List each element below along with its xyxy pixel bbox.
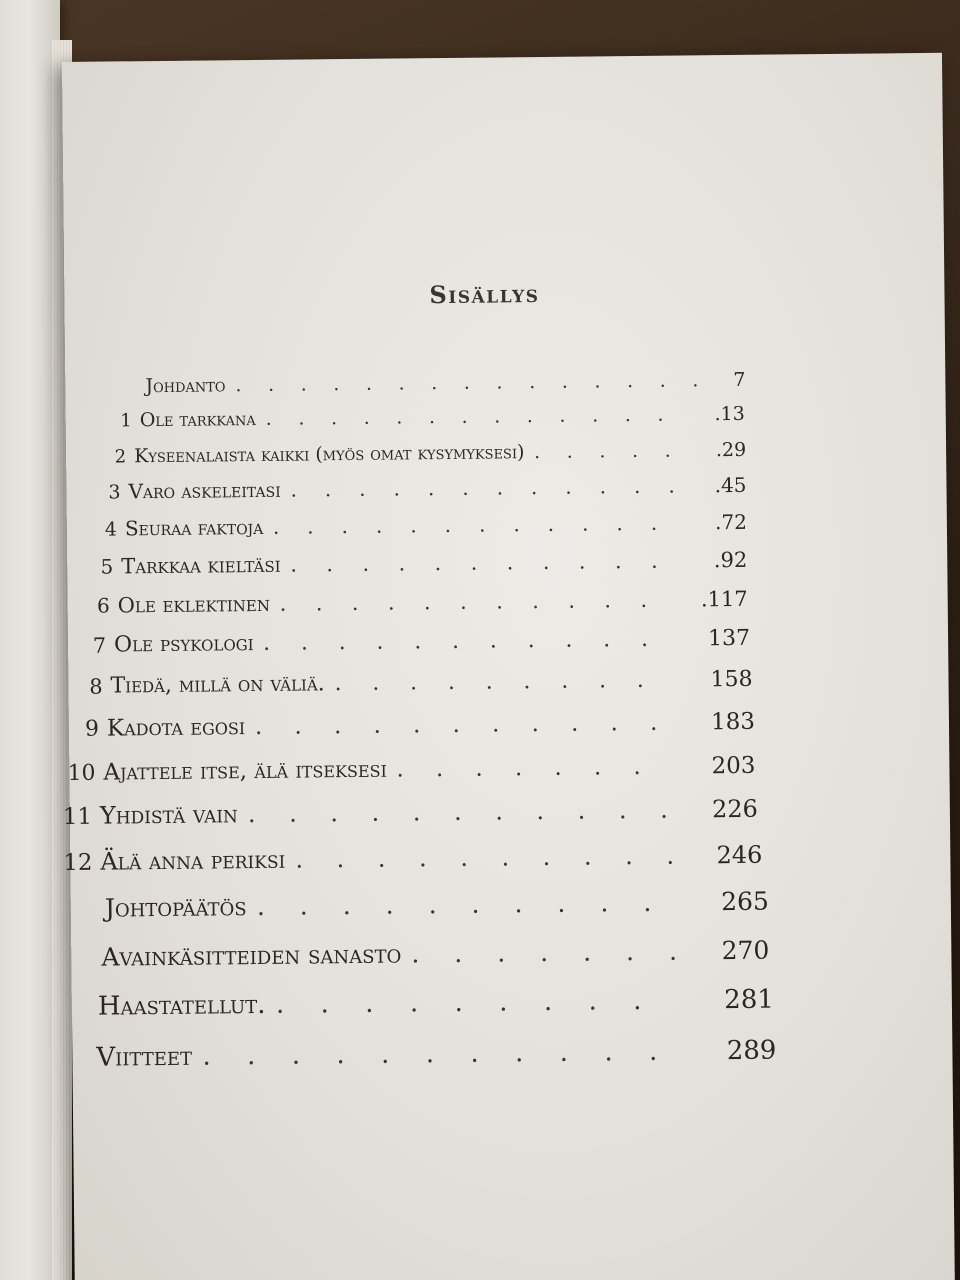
chapter-number: 2 — [114, 446, 127, 468]
chapter-title: Viitteet — [96, 1041, 193, 1073]
chapter-number: 3 — [108, 481, 121, 504]
toc-entry — [114, 431, 747, 468]
chapter-number: 1 — [120, 410, 132, 432]
chapter-title: Tarkkaa kieltäsi — [121, 552, 281, 579]
page-number: 203 — [711, 752, 756, 780]
page-number: 281 — [724, 984, 775, 1016]
toc-entry — [98, 985, 774, 1022]
chapter-title: Tiedä, millä on väliä. — [110, 671, 325, 699]
dot-leader: ........... — [254, 709, 690, 741]
page-number: 183 — [710, 708, 756, 736]
page-number: 226 — [711, 794, 759, 824]
page-number: 289 — [726, 1035, 777, 1067]
chapter-number: 6 — [96, 593, 110, 618]
chapter-number: 5 — [100, 554, 114, 579]
chapter-title: Ole eklektinen — [117, 591, 271, 618]
toc-entry — [92, 621, 751, 658]
chapter-title: Varo askeleitasi — [128, 477, 281, 504]
chapter-title: Avainkäsitteiden sanasto — [101, 939, 402, 972]
page-number: .72 — [714, 509, 747, 535]
dot-leader: ........... — [290, 548, 688, 577]
dot-leader: ............... — [235, 369, 726, 397]
toc-entry — [105, 886, 769, 923]
book-page — [62, 53, 955, 1280]
table-of-contents — [62, 353, 953, 1122]
dot-leader: ............ — [290, 473, 703, 502]
toc-entry — [101, 935, 769, 972]
toc-entry — [84, 705, 756, 742]
chapter-number: 7 — [92, 633, 107, 658]
toc-entry — [120, 395, 745, 432]
dot-leader: ........... — [202, 1036, 694, 1072]
page-number: 246 — [716, 840, 763, 870]
dot-leader: ........... — [279, 587, 677, 616]
chapter-title: Johdanto — [145, 374, 226, 398]
toc-entry — [104, 504, 747, 541]
dot-leader: ............ — [272, 510, 686, 539]
page-number: .29 — [715, 438, 747, 462]
chapter-title: Ole tarkkana — [139, 407, 256, 432]
toc-entry — [67, 749, 756, 786]
chapter-title: Kadota egosi — [106, 714, 246, 742]
page-number: .117 — [700, 586, 748, 612]
dot-leader: ....... — [411, 936, 713, 969]
dot-leader: ............. — [265, 403, 691, 430]
toc-entry — [62, 793, 759, 831]
chapter-title: Haastatellut. — [97, 989, 266, 1022]
chapter-title: Ole psykologi — [113, 631, 254, 658]
left-page-edge — [0, 0, 60, 1280]
chapter-number: 4 — [104, 518, 118, 541]
page-number: 137 — [707, 625, 751, 652]
chapter-title: Yhdistä vain — [99, 800, 239, 830]
page-number: .13 — [714, 402, 745, 426]
toc-entry — [145, 361, 745, 397]
dot-leader: .......... — [295, 841, 708, 874]
chapter-number: 12 — [63, 849, 93, 877]
page-number: 7 — [733, 368, 746, 391]
chapter-number: 10 — [67, 760, 96, 786]
chapter-title: Älä anna periksi — [100, 845, 286, 876]
dot-leader: ..... — [533, 439, 698, 464]
chapter-title: Ajattele itse, älä itseksesi — [103, 756, 388, 786]
page-number: 265 — [720, 886, 769, 917]
chapter-title: Kyseenalaista kaikki (myös omat kysymyksesi) — [134, 441, 525, 468]
page-title: Sisällys — [429, 279, 540, 310]
toc-entry — [63, 839, 763, 877]
dot-leader: .......... — [256, 887, 687, 922]
page-number: .92 — [713, 547, 748, 573]
chapter-number: 11 — [62, 803, 93, 831]
chapter-number: 8 — [89, 674, 103, 699]
toc-entry — [100, 542, 748, 579]
page-number: .45 — [714, 472, 747, 498]
chapter-number: 9 — [84, 716, 100, 742]
dot-leader: ....... — [396, 753, 674, 783]
page-number: 270 — [721, 935, 770, 966]
toc-entry — [89, 662, 753, 699]
toc-entry — [96, 581, 748, 618]
chapter-title: Seuraa faktoja — [124, 514, 264, 541]
dot-leader: ........... — [247, 795, 702, 829]
toc-entry — [96, 1036, 776, 1073]
page-number: 158 — [710, 666, 753, 693]
dot-leader: ......... — [334, 667, 675, 697]
toc-entry — [108, 467, 747, 504]
dot-leader: ......... — [275, 985, 679, 1020]
dot-leader: ........... — [262, 626, 679, 656]
chapter-title: Johtopäätös — [104, 892, 247, 923]
